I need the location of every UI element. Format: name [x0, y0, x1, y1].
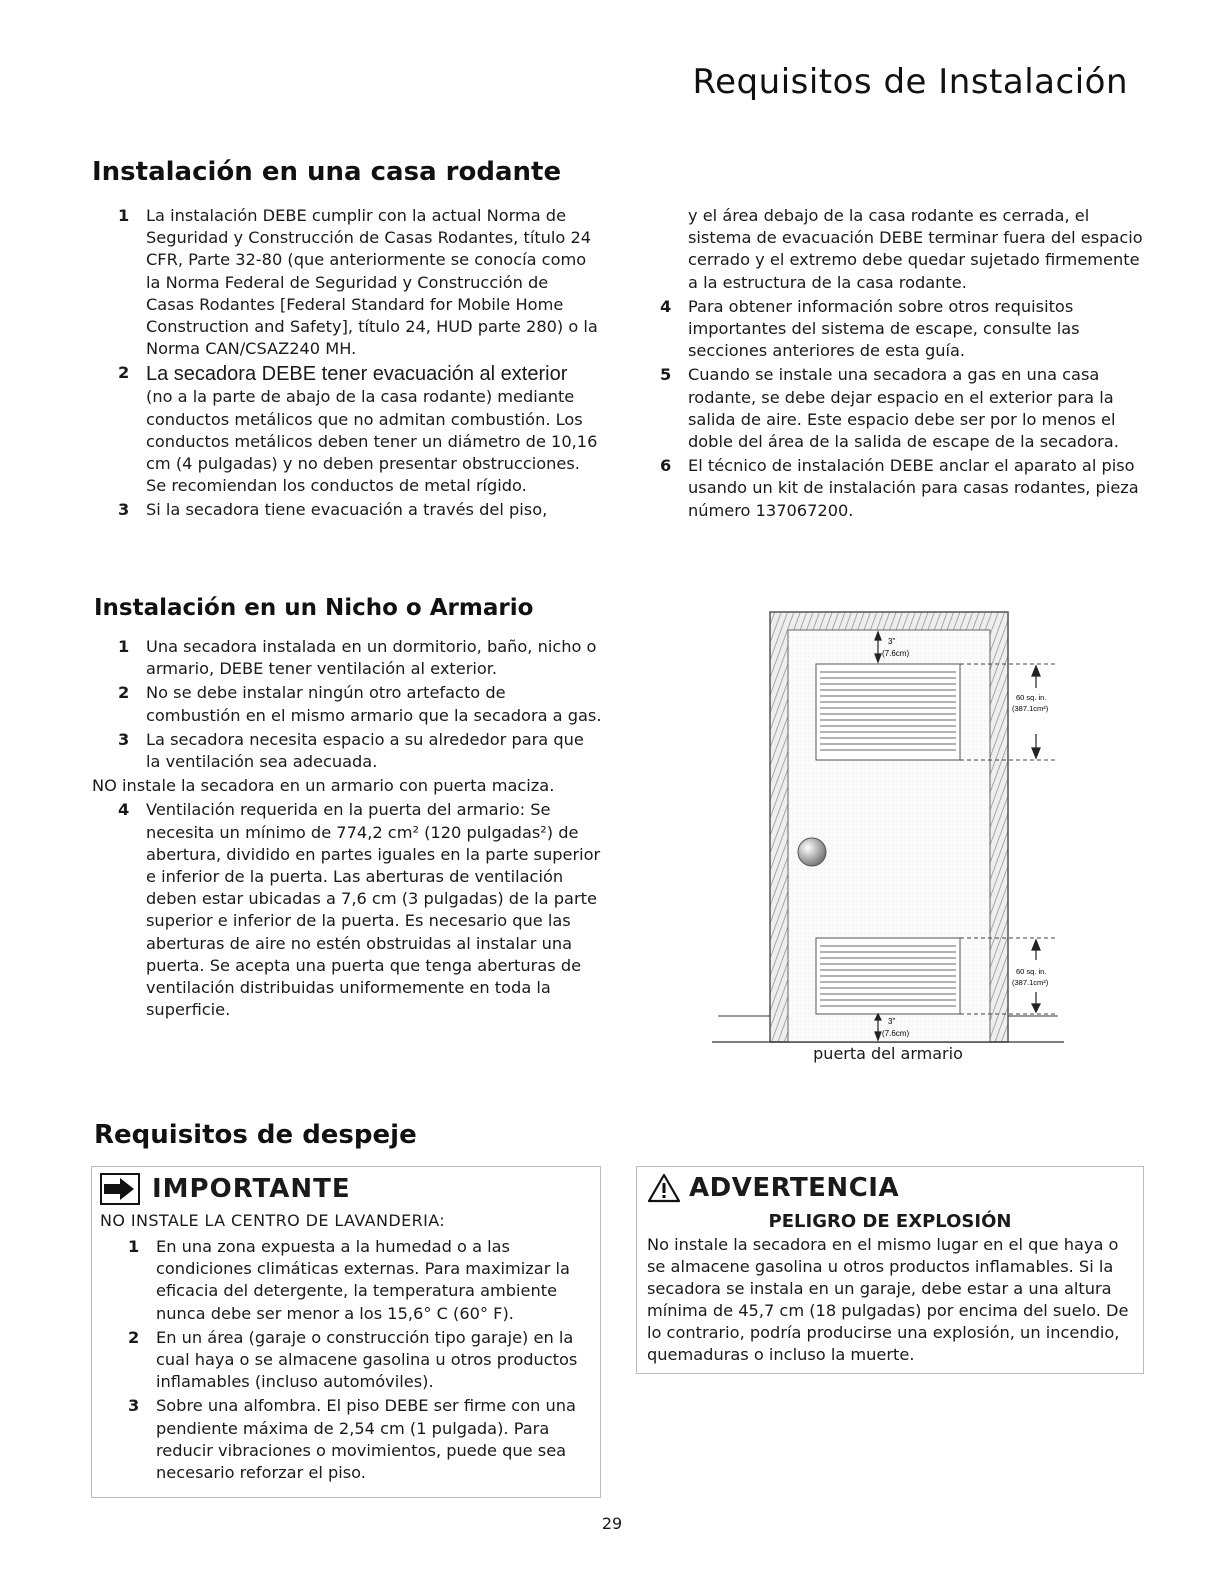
list-continuation [660, 205, 1150, 294]
item-number: 3 [118, 729, 130, 749]
list-item [660, 455, 1150, 522]
door-knob [798, 838, 826, 866]
item-text: El técnico de instalación DEBE anclar el aparato al piso usando un kit de instalación para casas rodantes, pieza número 137067200. [688, 456, 1139, 520]
closet-door-figure [712, 608, 1064, 1064]
list-item [118, 729, 602, 773]
item-number: 2 [118, 363, 130, 383]
importante-box [91, 1166, 601, 1498]
advertencia-box [636, 1166, 1144, 1374]
item-lead-text: La secadora DEBE tener evacuación al exterior [146, 363, 568, 386]
list-item [660, 296, 1150, 363]
item-number: 2 [128, 1327, 140, 1347]
list-item [128, 1236, 588, 1325]
importante-header [92, 1167, 600, 1211]
bottom-gap-label: 3" [888, 1017, 896, 1026]
list-item [118, 636, 602, 680]
list-item [128, 1395, 588, 1484]
page-number: 29 [601, 1514, 623, 1533]
bottom-area-metric: (387.1cm²) [1012, 978, 1049, 987]
casa-rodante-list-left [118, 205, 598, 522]
list-item [118, 205, 598, 360]
item-text: En un área (garaje o construcción tipo garaje) en la cual haya o se almacene gasolina u otros productos inflamables (incluso automóviles). [156, 1327, 578, 1392]
item-number: 5 [660, 365, 672, 385]
advertencia-subtitle: PELIGRO DE EXPLOSIÓN [768, 1211, 1012, 1232]
list-item [118, 799, 602, 1021]
door-diagram [712, 608, 1064, 1064]
item-number: 1 [118, 637, 130, 656]
item-text: Sobre una alfombra. El piso DEBE ser firme con una pendiente máxima de 2,54 cm (1 pulgada). Para reducir vibraciones o movimientos, puede que sea necesario reforzar el piso. [156, 1396, 576, 1483]
top-gap-label: 3" [888, 637, 896, 646]
item-text: No se debe instalar ningún otro artefacto de combustión en el mismo armario que la secadora a gas. [146, 683, 602, 725]
bottom-vent [816, 938, 960, 1014]
section-heading-nicho: Instalación en un Nicho o Armario [94, 595, 534, 621]
bottom-area-label: 60 sq. in. [1016, 967, 1047, 976]
warning-triangle-icon [647, 1173, 681, 1203]
item-text: La secadora necesita espacio a su alrededor para que la ventilación sea adecuada. [146, 729, 584, 772]
nicho-note: NO instale la secadora en un armario con puerta maciza. [92, 776, 555, 796]
section-heading-casa-rodante: Instalación en una casa rodante [92, 157, 562, 187]
importante-subtitle: NO INSTALE LA CENTRO DE LAVANDERIA: [100, 1211, 446, 1230]
importante-title: IMPORTANTE [152, 1174, 351, 1204]
item-number: 4 [660, 296, 672, 316]
item-text: Una secadora instalada en un dormitorio, baño, nicho o armario, DEBE tener ventilación al exterior. [146, 637, 597, 679]
item-number: 4 [118, 800, 130, 820]
top-gap-metric: (7.6cm) [882, 649, 910, 658]
item-number: 1 [128, 1237, 140, 1256]
arrow-right-icon [100, 1173, 140, 1205]
item-number: 1 [118, 206, 130, 225]
item-text: En una zona expuesta a la humedad o a las condiciones climáticas externas. Para maximizar la eficacia del detergente, la temperatura ambiente nunca debe ser menor a los 15,6° C (60° F). [156, 1237, 570, 1323]
item-text: Ventilación requerida en la puerta del armario: Se necesita un mínimo de 774,2 cm² (120 pulgadas²) de abertura, dividido en partes iguales en la parte superior e inferior de la puerta. Las aberturas de ventilación deben estar ubicadas a 7,6 cm (3 pulgadas) de la parte superior e inferior de la puerta. Es necesario que las aberturas de aire no estén obstruidas al instalar una puerta. Se acepta una puerta que tenga aberturas de ventilación distribuidas uniformemente en toda la superficie. [146, 800, 601, 1020]
item-number: 3 [118, 500, 130, 520]
advertencia-text: No instale la secadora en el mismo lugar en el que haya o se almacene gasolina u otros productos inflamables. Si la secadora se instala en un garaje, debe estar a una altura mínima de 45,7 cm (18 pulgadas) por encima del suelo. De lo contrario, podría producirse una explosión, un incendio, quemaduras o incluso la muerte. [647, 1235, 1129, 1364]
section-heading-despeje: Requisitos de despeje [94, 1120, 417, 1150]
item-number: 2 [118, 683, 130, 703]
bottom-gap-metric: (7.6cm) [882, 1029, 910, 1038]
item-number: 6 [660, 456, 672, 476]
nicho-list [92, 636, 602, 1021]
item-text: La instalación DEBE cumplir con la actual Norma de Seguridad y Construcción de Casas Rodantes, título 24 CFR, Parte 32-80 (que anteriormente se conocía como la Norma Federal de Seguridad y Construcción de Casas Rodantes [Federal Standard for Mobile Home Construction and Safety], título 24, HUD parte 280) o la Norma CAN/CSAZ240 MH. [146, 206, 598, 359]
list-item [118, 682, 602, 726]
item-number: 3 [128, 1396, 140, 1416]
list-item [128, 1327, 588, 1394]
item-text: y el área debajo de la casa rodante es cerrada, el sistema de evacuación DEBE terminar fuera del espacio cerrado y el extremo debe quedar sujetado firmemente a la estructura de la casa rodante. [688, 206, 1143, 292]
advertencia-title: ADVERTENCIA [689, 1173, 900, 1203]
list-item [118, 362, 598, 497]
item-text: Cuando se instale una secadora a gas en una casa rodante, se debe dejar espacio en el exterior para la salida de aire. Este espacio debe ser por lo menos el doble del área de la salida de escape de la secadora. [688, 365, 1119, 452]
page-title: Requisitos de Instalación [692, 62, 1128, 102]
list-item [660, 364, 1150, 453]
top-vent [816, 664, 960, 760]
item-text: Para obtener información sobre otros requisitos importantes del sistema de escape, consulte las secciones anteriores de esta guía. [688, 296, 1080, 361]
item-text: (no a la parte de abajo de la casa rodante) mediante conductos metálicos que no admitan combustión. Los conductos metálicos deben tener un diámetro de 10,16 cm (4 pulgadas) y no deben presentar obstrucciones. Se recomiendan los conductos de metal rígido. [146, 387, 598, 496]
advertencia-header [637, 1167, 1143, 1209]
top-area-metric: (387.1cm²) [1012, 704, 1049, 713]
list-item [118, 499, 598, 521]
casa-rodante-list-right [660, 205, 1150, 522]
item-text: Si la secadora tiene evacuación a través del piso, [146, 500, 548, 520]
top-area-label: 60 sq. in. [1016, 693, 1047, 702]
importante-list [92, 1230, 600, 1484]
figure-caption: puerta del armario [813, 1044, 963, 1063]
